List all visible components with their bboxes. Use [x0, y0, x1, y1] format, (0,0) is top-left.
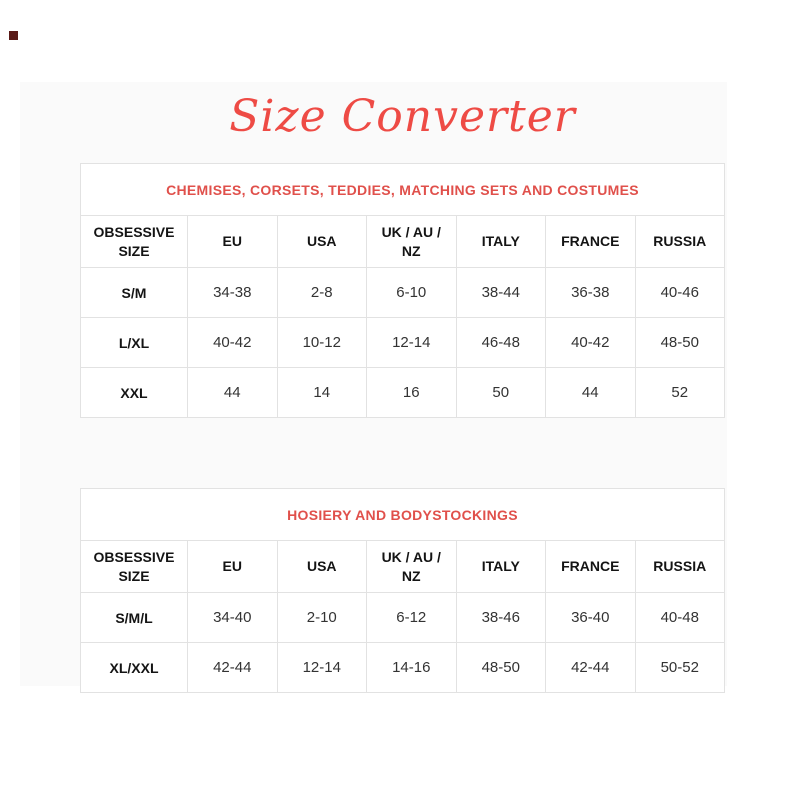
column-header-france: FRANCE [546, 541, 636, 593]
column-header-italy: ITALY [456, 216, 546, 268]
column-header-eu: EU [188, 216, 278, 268]
table-cell: 44 [546, 368, 636, 418]
column-header-obsessive-size: OBSESSIVE SIZE [81, 216, 188, 268]
table-row [81, 643, 725, 693]
chemises-size-table [80, 163, 725, 418]
table-cell: 34-38 [188, 268, 278, 318]
table-cell: 36-38 [546, 268, 636, 318]
table-cell: 14-16 [367, 643, 457, 693]
table-caption: HOSIERY AND BODYSTOCKINGS [81, 489, 725, 541]
table-cell: 6-10 [367, 268, 457, 318]
column-header-uk-au-nz: UK / AU / NZ [367, 216, 457, 268]
table-row [81, 368, 725, 418]
row-label: XXL [81, 368, 188, 418]
table-cell: 52 [635, 368, 725, 418]
table-cell: 2-8 [277, 268, 367, 318]
table-row [81, 593, 725, 643]
table-cell: 14 [277, 368, 367, 418]
table-cell: 42-44 [188, 643, 278, 693]
column-header-usa: USA [277, 541, 367, 593]
table-cell: 36-40 [546, 593, 636, 643]
row-label: L/XL [81, 318, 188, 368]
hosiery-size-table [80, 488, 725, 693]
table-cell: 44 [188, 368, 278, 418]
column-header-france: FRANCE [546, 216, 636, 268]
column-header-eu: EU [188, 541, 278, 593]
table-cell: 34-40 [188, 593, 278, 643]
table-cell: 40-42 [188, 318, 278, 368]
table-caption-row [81, 489, 725, 541]
table-caption: CHEMISES, CORSETS, TEDDIES, MATCHING SETS AND COSTUMES [81, 164, 725, 216]
table-row [81, 268, 725, 318]
column-header-uk-au-nz: UK / AU / NZ [367, 541, 457, 593]
table-cell: 50 [456, 368, 546, 418]
page-title: Size Converter [229, 91, 576, 142]
table-cell: 6-12 [367, 593, 457, 643]
table-cell: 40-42 [546, 318, 636, 368]
table-cell: 48-50 [456, 643, 546, 693]
table-cell: 42-44 [546, 643, 636, 693]
column-header-italy: ITALY [456, 541, 546, 593]
size-converter-page [80, 88, 725, 763]
table-cell: 40-46 [635, 268, 725, 318]
table-cell: 12-14 [277, 643, 367, 693]
row-label: S/M/L [81, 593, 188, 643]
corner-mark [9, 31, 18, 40]
column-header-russia: RUSSIA [635, 541, 725, 593]
row-label: XL/XXL [81, 643, 188, 693]
table-cell: 10-12 [277, 318, 367, 368]
table-cell: 38-44 [456, 268, 546, 318]
table-cell: 16 [367, 368, 457, 418]
table-cell: 40-48 [635, 593, 725, 643]
table-cell: 48-50 [635, 318, 725, 368]
table-cell: 50-52 [635, 643, 725, 693]
table-cell: 46-48 [456, 318, 546, 368]
table-header-row [81, 541, 725, 593]
table-cell: 2-10 [277, 593, 367, 643]
table-cell: 38-46 [456, 593, 546, 643]
table-caption-row [81, 164, 725, 216]
table-header-row [81, 216, 725, 268]
row-label: S/M [81, 268, 188, 318]
column-header-obsessive-size: OBSESSIVE SIZE [81, 541, 188, 593]
column-header-usa: USA [277, 216, 367, 268]
table-cell: 12-14 [367, 318, 457, 368]
column-header-russia: RUSSIA [635, 216, 725, 268]
table-row [81, 318, 725, 368]
